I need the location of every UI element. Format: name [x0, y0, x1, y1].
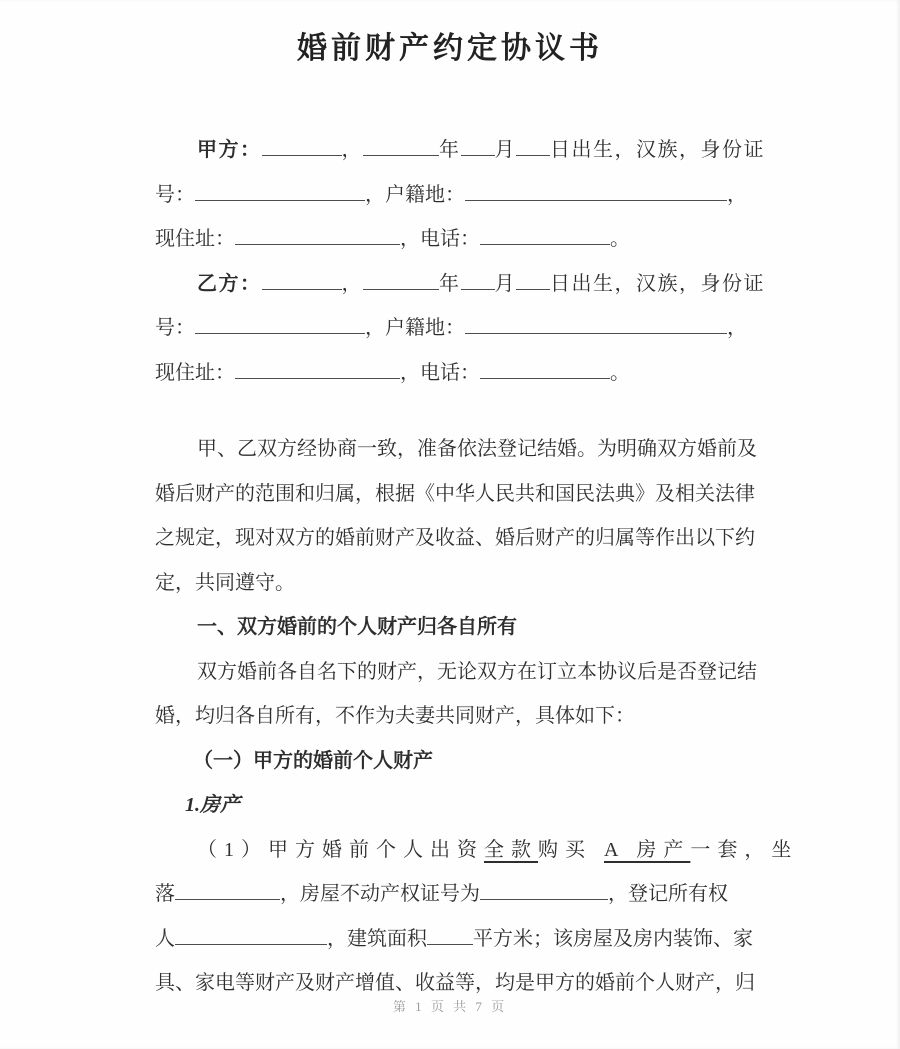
text-run: 日出生，汉族，身份证 — [550, 272, 765, 295]
party-b-block — [155, 262, 770, 396]
text-run: 号： — [155, 317, 195, 339]
text-run: 购买 — [538, 838, 604, 861]
text-run: 一套，坐 — [690, 838, 799, 861]
section-1-paragraph — [155, 650, 770, 739]
doc-line — [155, 872, 770, 917]
text-run: 之规定，现对双方的婚前财产及收益、婚后财产的归属等作出以下约 — [155, 527, 755, 549]
text-run: 号： — [155, 183, 195, 206]
doc-line — [155, 128, 770, 173]
blank-field — [363, 289, 439, 290]
doc-line — [155, 650, 770, 695]
doc-line — [155, 516, 770, 561]
text-run: 日出生，汉族，身份证 — [550, 139, 765, 161]
heading-party-a-property — [155, 739, 770, 784]
text-run: ，户籍地： — [365, 317, 465, 339]
party-a-block — [155, 128, 770, 262]
text-run: （一）甲方的婚前个人财产 — [193, 749, 433, 772]
text-run: 双方婚前各自名下的财产，无论双方在订立本协议后是否登记结 — [197, 660, 757, 683]
heading-section-1 — [155, 605, 770, 650]
blank-field — [427, 944, 473, 945]
document-title: 婚前财产约定协议书 — [297, 32, 603, 65]
blank-field — [465, 200, 727, 201]
text-run: ，电话： — [400, 361, 480, 384]
text-run: 落 — [155, 883, 175, 905]
text-run: ，建筑面积 — [327, 927, 427, 950]
blank-field — [195, 333, 365, 334]
text-run: ， — [727, 317, 747, 339]
text-run: 年 — [439, 139, 461, 161]
text-run: 甲方： — [197, 139, 262, 161]
text-run: ，户籍地： — [365, 183, 465, 206]
doc-line — [155, 427, 770, 472]
blank-field — [175, 944, 327, 945]
doc-line — [155, 351, 770, 396]
blank-field — [516, 289, 550, 290]
page-number-footer: 第 1 页 共 7 页 — [392, 999, 508, 1014]
real-estate-paragraph — [155, 828, 799, 1006]
blank-field — [516, 155, 550, 156]
text-run: ， — [341, 139, 363, 161]
doc-body — [0, 128, 900, 1006]
text-run: 月 — [494, 139, 516, 161]
blank-field — [480, 244, 610, 245]
text-run: 1.房产 — [185, 794, 240, 816]
doc-line — [155, 561, 770, 606]
text-run: 现住址： — [155, 361, 235, 384]
doc-line — [155, 605, 770, 650]
blank-field — [235, 244, 400, 245]
blank-field — [262, 289, 342, 290]
doc-line — [155, 739, 770, 784]
text-run: 平方米；该房屋及房内装饰、家 — [473, 927, 753, 950]
text-run: 婚后财产的范围和归属，根据《中华人民共和国民法典》及相关法律 — [155, 482, 755, 505]
text-run: 乙方： — [197, 272, 262, 295]
doc-line — [155, 472, 770, 517]
blank-field — [262, 155, 342, 156]
text-run: ，登记所有权 — [608, 883, 728, 905]
doc-line — [155, 828, 799, 873]
doc-line — [155, 783, 770, 828]
text-run: 现住址： — [155, 228, 235, 250]
text-run: 年 — [439, 272, 461, 295]
text-run: 全款 — [484, 838, 538, 861]
text-run: ， — [727, 183, 747, 206]
text-run: ，房屋不动产权证号为 — [280, 883, 480, 905]
blank-field — [480, 899, 608, 900]
blank-field — [195, 200, 365, 201]
text-run: ，电话： — [400, 228, 480, 250]
doc-line — [155, 694, 770, 739]
blank-field — [461, 155, 495, 156]
text-run: 人 — [155, 927, 175, 950]
text-run: 月 — [494, 272, 516, 295]
text-run: 甲、乙双方经协商一致，准备依法登记结婚。为明确双方婚前及 — [197, 438, 757, 460]
blank-field — [480, 378, 610, 379]
text-run: A 房产 — [604, 838, 691, 861]
heading-real-estate — [155, 783, 770, 828]
doc-line — [155, 217, 770, 262]
text-run: 婚，均归各自所有，不作为夫妻共同财产，具体如下： — [155, 705, 635, 727]
doc-line — [155, 262, 770, 307]
doc-line — [155, 917, 770, 962]
doc-line — [155, 306, 770, 351]
text-run: ， — [341, 272, 363, 295]
text-run: 一、双方婚前的个人财产归各自所有 — [197, 616, 517, 638]
doc-line — [155, 173, 770, 218]
blank-field — [363, 155, 439, 156]
text-run: （1）甲方婚前个人出资 — [197, 838, 484, 861]
text-run: 。 — [610, 361, 630, 384]
blank-field — [235, 378, 400, 379]
intro-paragraph — [155, 427, 770, 605]
text-run: 具、家电等财产及财产增值、收益等，均是甲方的婚前个人财产，归 — [155, 972, 755, 994]
blank-field — [175, 899, 280, 900]
blank-field — [465, 333, 727, 334]
text-run: 。 — [610, 228, 630, 250]
text-run: 定，共同遵守。 — [155, 571, 295, 594]
blank-field — [461, 289, 495, 290]
